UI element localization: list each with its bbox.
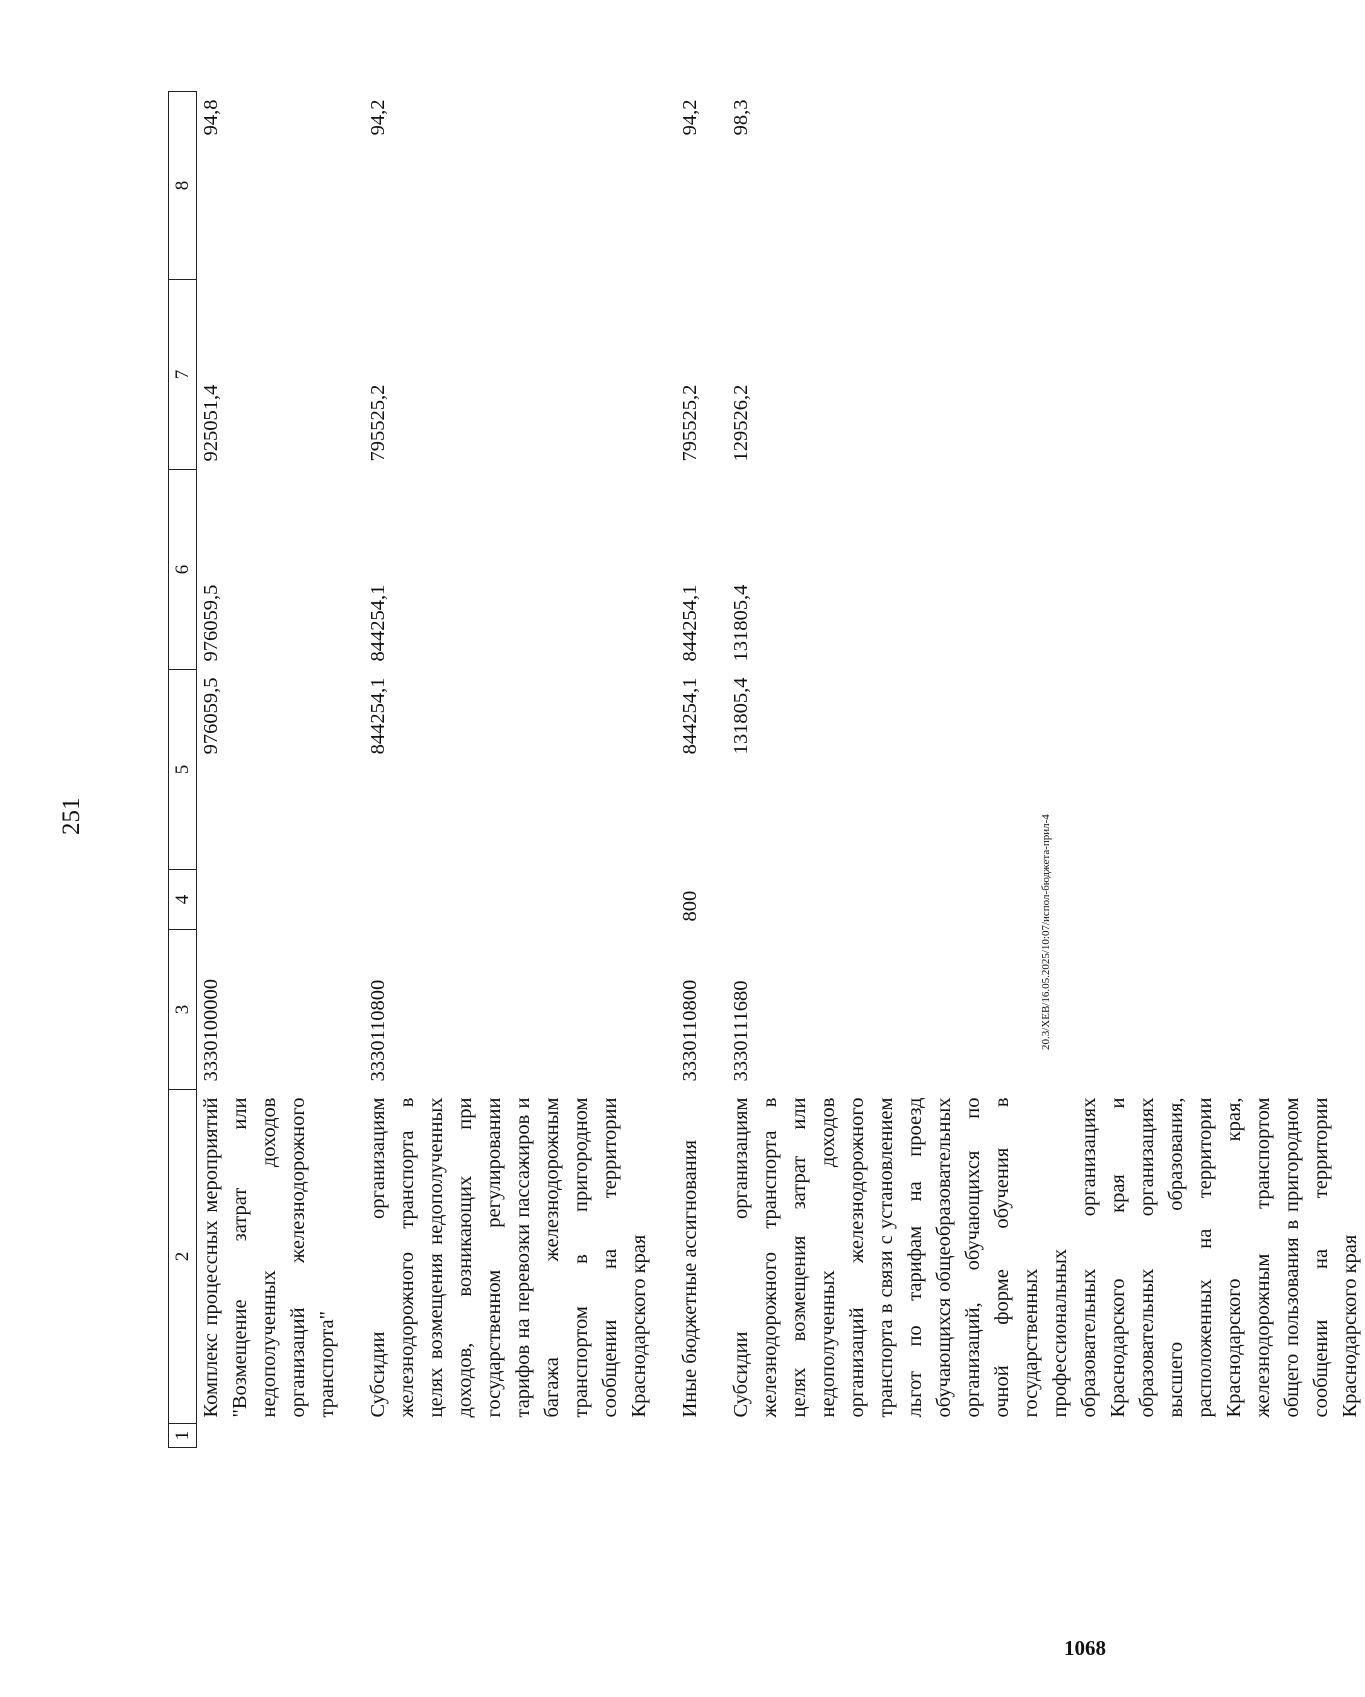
row-name: Комплекс процессных мероприятий "Возмещение затрат или недополученных доходов организаций железнодорожного транспорта"	[200, 1097, 338, 1418]
row-number-cell	[676, 1424, 727, 1448]
row-value-6: 844254,1	[679, 584, 701, 662]
row-value-5: 976059,5	[200, 677, 222, 755]
row-value-5: 131805,4	[730, 677, 752, 755]
header-col-2: 2	[169, 1090, 197, 1424]
row-value-6: 844254,1	[367, 584, 389, 662]
header-col-5: 5	[169, 670, 197, 870]
table-row	[364, 92, 676, 1448]
row-number-cell	[727, 1424, 1365, 1448]
row-value-5: 844254,1	[679, 677, 701, 755]
row-value-7: 925051,4	[200, 384, 222, 462]
header-col-3: 3	[169, 930, 197, 1090]
header-col-8: 8	[169, 92, 197, 280]
header-col-6: 6	[169, 470, 197, 670]
table-row	[676, 92, 727, 1448]
row-number-cell	[364, 1424, 676, 1448]
budget-execution-table	[168, 91, 1365, 1448]
row-value-7: 795525,2	[679, 384, 701, 462]
row-value-8: 98,3	[730, 99, 752, 136]
row-expense-type: 800	[679, 890, 701, 922]
row-value-8: 94,2	[367, 99, 389, 136]
row-code: 3330111680	[730, 980, 752, 1082]
header-col-7: 7	[169, 280, 197, 470]
table-row	[727, 92, 1365, 1448]
row-code: 3330100000	[200, 979, 222, 1082]
row-value-5: 844254,1	[367, 677, 389, 755]
header-col-1: 1	[169, 1424, 197, 1448]
row-value-8: 94,2	[679, 99, 701, 136]
table-row	[197, 92, 365, 1448]
page-number: 251	[58, 797, 85, 835]
row-expense-type	[364, 870, 676, 930]
file-path-stamp: 20.3/ХЕВ/16.05.2025/10:07/испол-бюджета-прил-4	[1040, 814, 1052, 1050]
row-name: Субсидии организациям железнодорожного транспорта в целях возмещения недополученных доходов, возникающих при государственном регулировании тарифов на перевозки пассажиров и багажа железнодорожным транспортом в пригородном сообщении на территории Краснодарского края	[367, 1097, 650, 1418]
row-value-8: 94,8	[200, 99, 222, 136]
row-value-6: 976059,5	[200, 584, 222, 662]
row-number-cell	[197, 1424, 365, 1448]
table-header-row	[169, 92, 197, 1448]
row-name: Иные бюджетные ассигнования	[679, 1139, 701, 1418]
row-expense-type	[197, 870, 365, 930]
row-code: 3330110800	[679, 979, 701, 1082]
row-name: Субсидии организациям железнодорожного транспорта в целях возмещения затрат или недополученных доходов организаций железнодорожного транспорта в связи с установлением льгот по тарифам на проезд обучающихся общеобразовательных организаций, обучающихся по очной форме обучения в государственных профессиональных образовательных организациях Краснодарского края и образовательных организациях высшего образования, расположенных на территории Краснодарского края, железнодорожным транспортом общего пользования в пригородном сообщении на территории Краснодарского края	[730, 1097, 1361, 1418]
sheet-number: 1068	[1064, 1636, 1106, 1660]
row-value-7: 795525,2	[367, 384, 389, 462]
row-value-6: 131805,4	[730, 584, 752, 662]
header-col-4: 4	[169, 870, 197, 930]
row-value-7: 129526,2	[730, 384, 752, 462]
row-code: 3330110800	[367, 979, 389, 1082]
